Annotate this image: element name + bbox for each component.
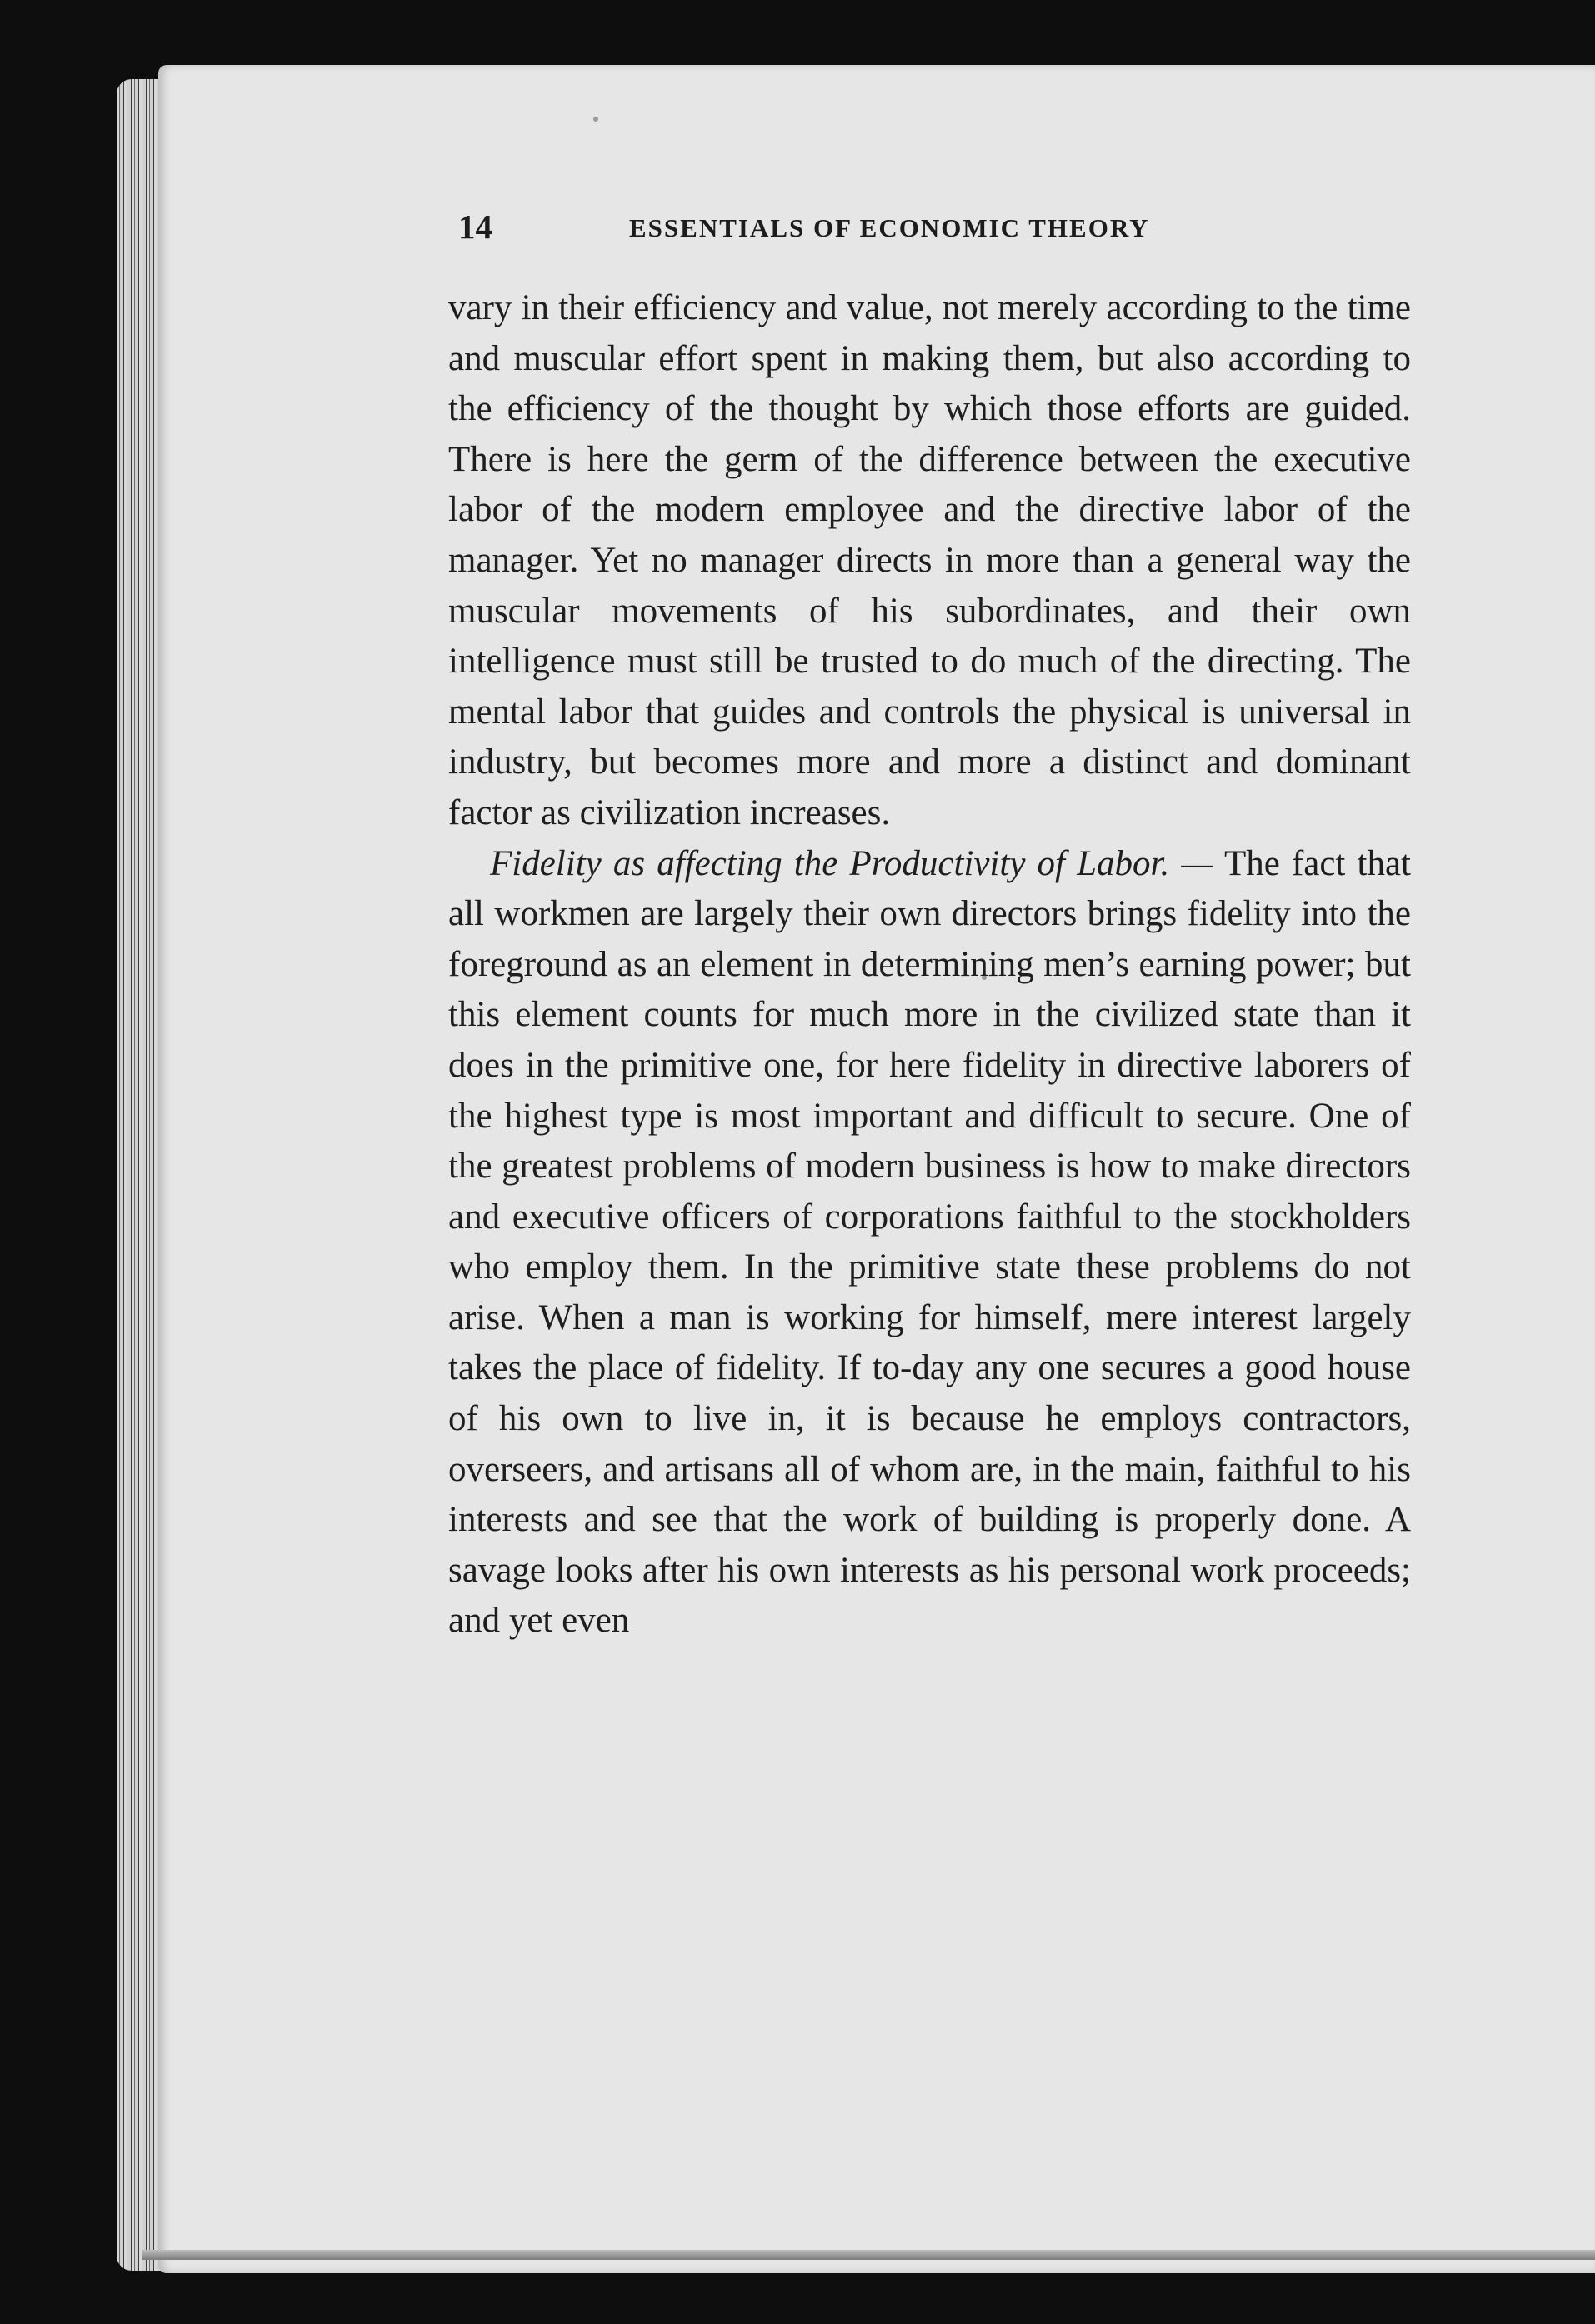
paragraph: vary in their efficiency and value, not merely according to the time and muscular effort spent in making them, but also according to the efficiency of the thought by which those efforts are guided. There is here the germ of the difference between the executive labor of the modern employee and the directive labor of the manager. Yet no manager directs in more than a general way the muscular movements of his subordinates, and their own intelligence must still be trusted to do much of the directing. The mental labor that guides and controls the physical is universal in industry, but becomes more and more a distinct and dominant factor as civilization increases.	[448, 288, 1411, 832]
paragraph-text: The fact that all workmen are largely their own directors brings fidelity into the foreground as an element in determining men’s earning power; but this element counts for much more in the civilized state than it does in the primitive one, for here fidelity in directive laborers of the highest type is most important and difficult to secure. One of the greatest problems of modern business is how to make directors and executive officers of corporations faithful to the stockholders who employ them. In the primitive state these problems do not arise. When a man is working for himself, mere interest largely takes the place of fidelity. If to-day any one secures a good house of his own to live in, it is because he employs contractors, overseers, and artisans all of whom are, in the main, faithful to his interests and see that the work of building is properly done. A savage looks after his own interests as his personal work proceeds; and yet even	[448, 843, 1411, 1641]
page-bottom-edge	[142, 2250, 1595, 2260]
paper-speck	[593, 117, 598, 122]
running-head-title: ESSENTIALS OF ECONOMIC THEORY	[629, 213, 1150, 242]
page-number: 14	[458, 207, 492, 246]
running-head	[458, 207, 1417, 248]
side-heading: Fidelity as affecting the Productivity of Labor. —	[490, 843, 1213, 883]
body-text	[448, 283, 1411, 1647]
paragraph	[448, 839, 1411, 1647]
